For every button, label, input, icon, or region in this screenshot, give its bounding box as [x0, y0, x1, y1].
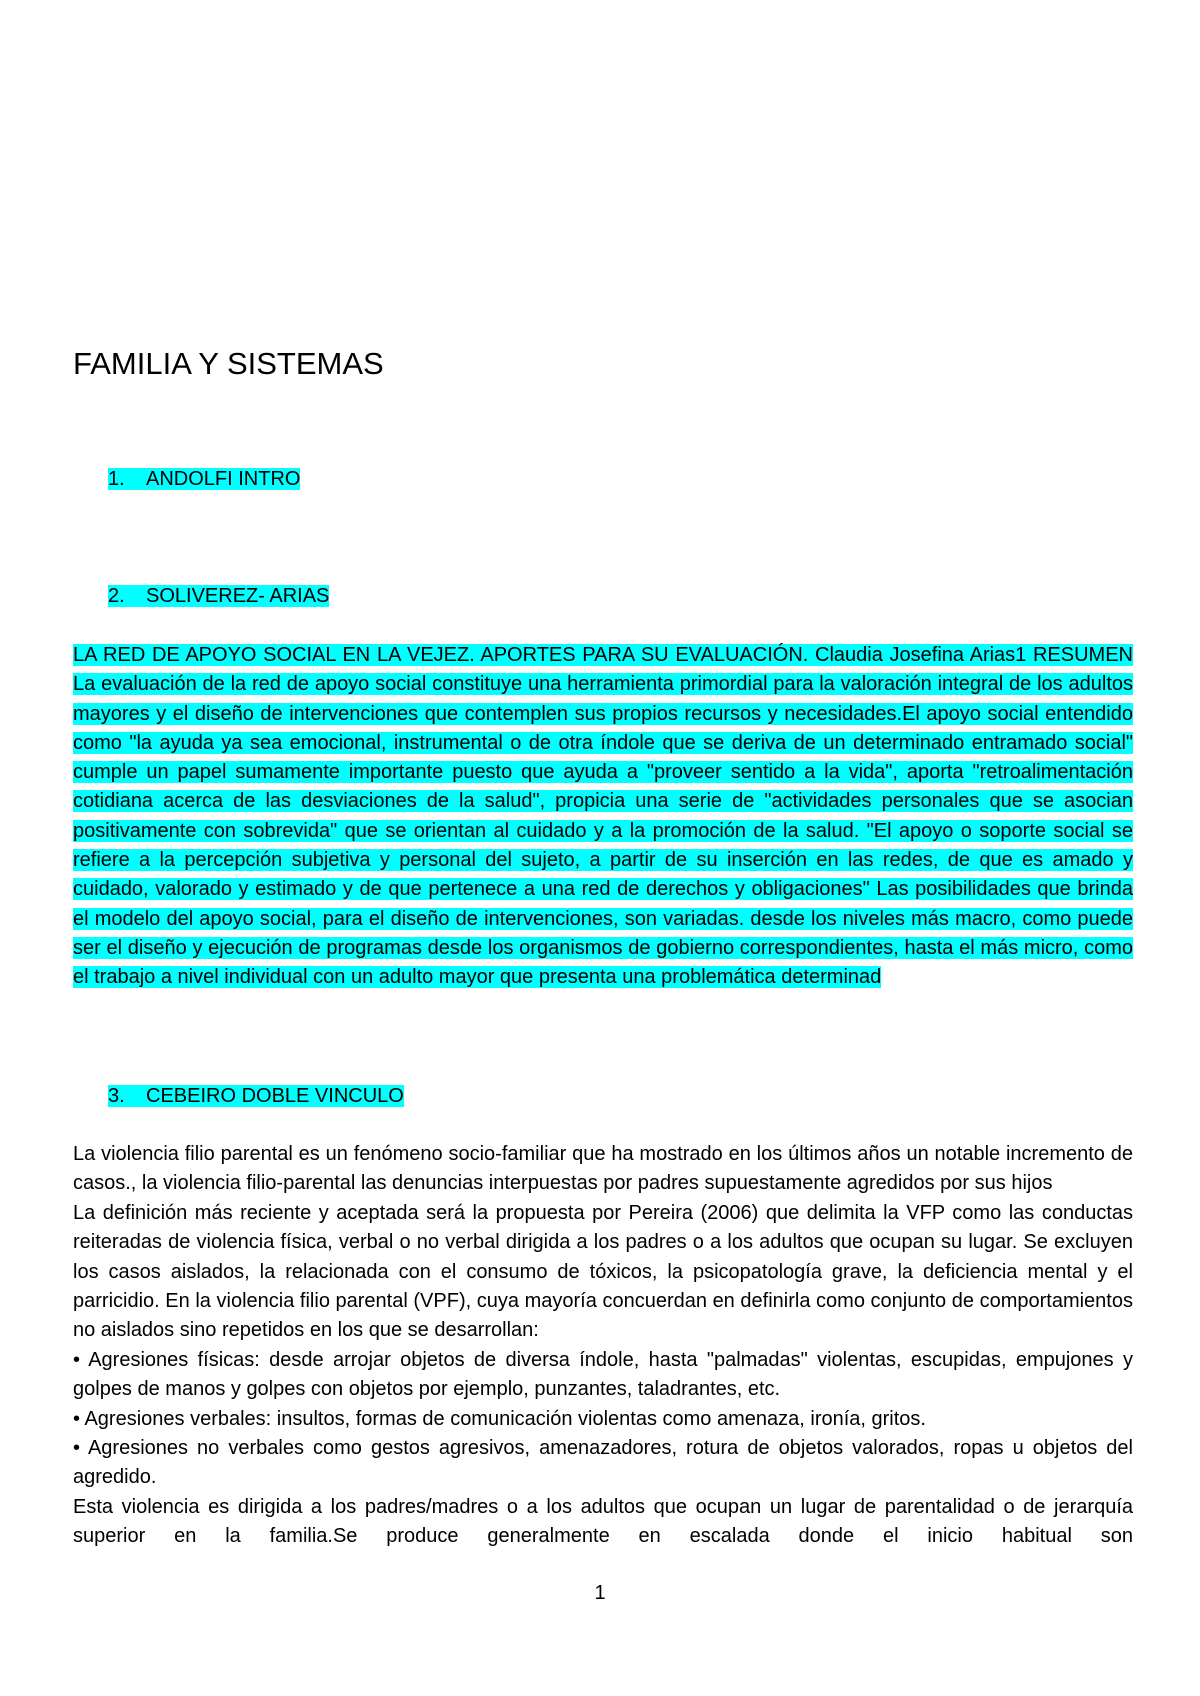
- section-heading-text: CEBEIRO DOBLE VINCULO: [146, 1085, 404, 1107]
- section-heading-3-highlight: [108, 1085, 404, 1107]
- body-paragraph: La violencia filio parental es un fenómeno socio-familiar que ha mostrado en los últimos años un notable incremento de casos., la violencia filio-parental las denuncias interpuestas por padres supuestamente agredidos por sus hijos: [73, 1143, 1133, 1195]
- section-number: 3.: [108, 1085, 125, 1107]
- section-heading-2: [108, 583, 329, 609]
- section-number: 1.: [108, 468, 125, 490]
- document-title: FAMILIA Y SISTEMAS: [73, 346, 384, 381]
- highlighted-summary-text: LA RED DE APOYO SOCIAL EN LA VEJEZ. APORTES PARA SU EVALUACIÓN. Claudia Josefina Arias1 RESUMEN La evaluación de la red de apoyo social constituye una herramienta primordial para la valoración integral de los adultos mayores y el diseño de intervenciones que contemplen sus propios recursos y necesidades.El apoyo social entendido como "la ayuda ya sea emocional, instrumental o de otra índole que se deriva de un determinado entramado social" cumple un papel sumamente importante puesto que ayuda a "proveer sentido a la vida", aporta "retroalimentación cotidiana acerca de las desviaciones de la salud", propicia una serie de "actividades personales que se asocian positivamente con sobrevida" que se orientan al cuidado y a la promoción de la salud. "El apoyo o soporte social se refiere a la percepción subjetiva y personal del sujeto, a partir de su inserción en las redes, de que es amado y cuidado, valorado y estimado y de que pertenece a una red de derechos y obligaciones" Las posibilidades que brinda el modelo del apoyo social, para el diseño de intervenciones, son variadas. desde los niveles más macro, como puede ser el diseño y ejecución de programas desde los organismos de gobierno correspondientes, hasta el más micro, como el trabajo a nivel individual con un adulto mayor que presenta una problemática determinad: [73, 644, 1133, 989]
- section-heading-1-highlight: [108, 468, 300, 490]
- section-number: 2.: [108, 585, 125, 607]
- section-heading-3: [108, 1083, 404, 1109]
- bullet-paragraph: • Agresiones no verbales como gestos agresivos, amenazadores, rotura de objetos valorados, ropas u objetos del agredido.: [73, 1437, 1133, 1489]
- body-text: [73, 1140, 1133, 1552]
- page-number: 1: [594, 1582, 606, 1604]
- section-heading-1: [108, 466, 300, 492]
- section-heading-text: ANDOLFI INTRO: [146, 468, 301, 490]
- section-heading-2-highlight: [108, 585, 329, 607]
- body-paragraph: Esta violencia es dirigida a los padres/madres o a los adultos que ocupan un lugar de parentalidad o de jerarquía superior en la familia.Se produce generalmente en escalada donde el inicio habitual son: [73, 1495, 1133, 1548]
- highlighted-summary-paragraph: [73, 641, 1133, 993]
- bullet-paragraph: • Agresiones físicas: desde arrojar objetos de diversa índole, hasta "palmadas" violentas, escupidas, empujones y golpes de manos y golpes con objetos por ejemplo, punzantes, taladrantes, etc.: [73, 1348, 1133, 1401]
- bullet-paragraph: • Agresiones verbales: insultos, formas de comunicación violentas como amenaza, ironía, gritos.: [73, 1407, 926, 1430]
- section-heading-text: SOLIVEREZ- ARIAS: [146, 585, 330, 607]
- body-paragraph: La definición más reciente y aceptada será la propuesta por Pereira (2006) que delimita la VFP como las conductas reiteradas de violencia física, verbal o no verbal dirigida a los padres o a los adultos que ocupan su lugar. Se excluyen los casos aislados, la relacionada con el consumo de tóxicos, la psicopatología grave, la deficiencia mental y el parricidio. En la violencia filio parental (VPF), cuya mayoría concuerdan en definirla como conjunto de comportamientos no aislados sino repetidos en los que se desarrollan:: [73, 1201, 1133, 1342]
